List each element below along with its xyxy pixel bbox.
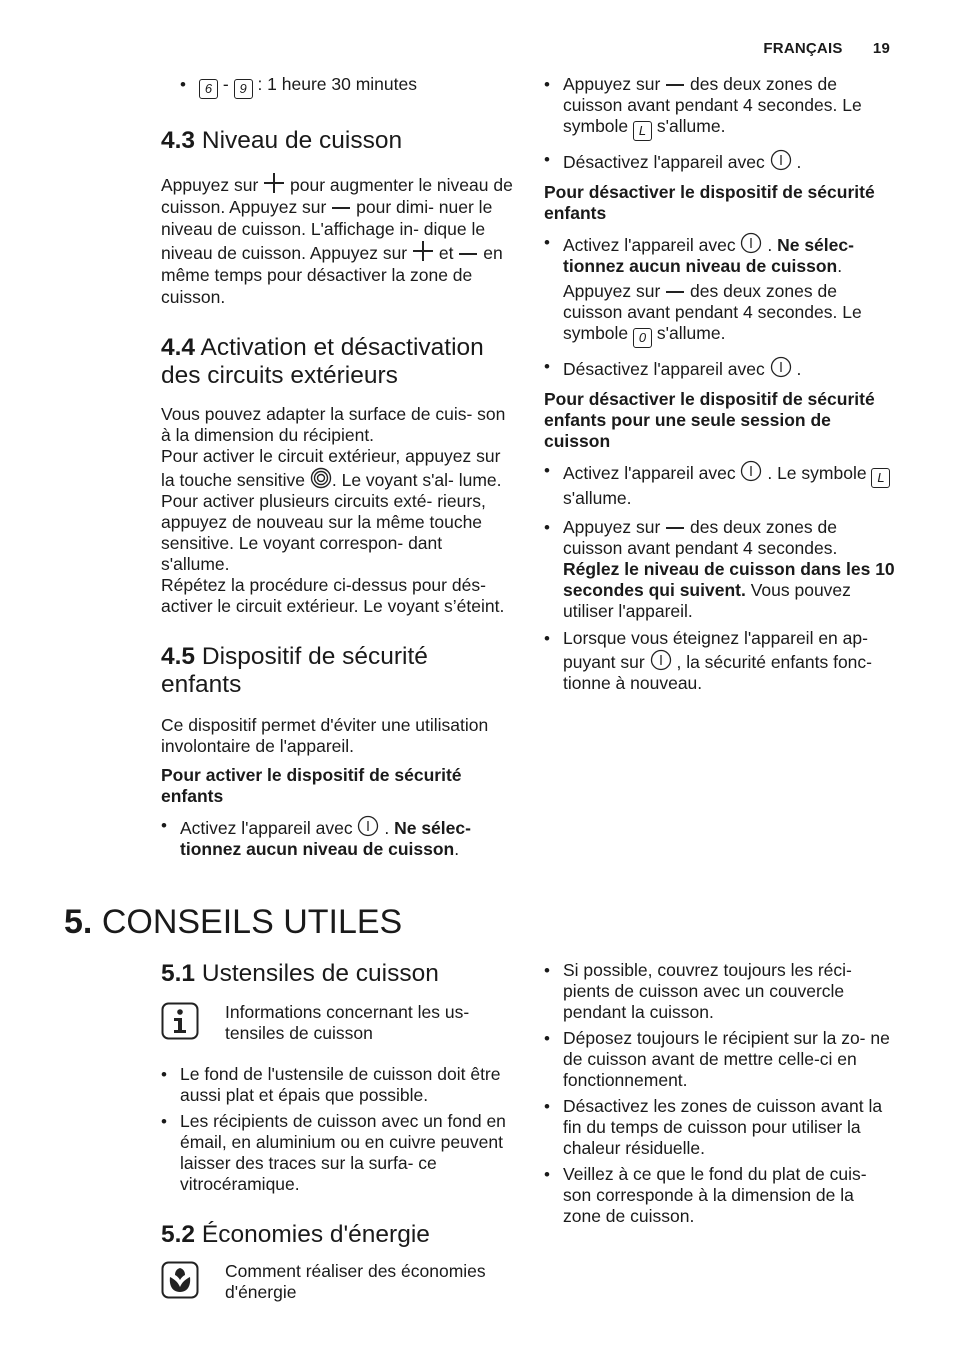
- right-column: [544, 74, 896, 694]
- minus-icon: [665, 524, 685, 536]
- bullet-list: [544, 960, 896, 1227]
- list-item: • Activez l'appareil avec . Le symbole L s'allume.: [544, 460, 896, 509]
- language-label: FRANÇAIS: [763, 40, 843, 57]
- section-heading-4-4: 4.4 Activation et désactivation des circuits extérieurs: [161, 334, 484, 389]
- left-column-ch5: [161, 960, 513, 1303]
- bullet-list: [161, 815, 513, 860]
- subheading: Pour désactiver le dispositif de sécurité enfants pour une seule session de cuisson: [544, 389, 875, 451]
- list-item: • Désactivez les zones de cuisson avant la fin du temps de cuisson pour utiliser la chaleur résiduelle.: [544, 1096, 896, 1159]
- key-9-icon: 9: [234, 79, 253, 99]
- page-number: 19: [872, 40, 890, 57]
- minus-icon: [665, 288, 685, 300]
- list-item: • Activez l'appareil avec . Ne sélec- tionnez aucun niveau de cuisson. Appuyez sur des deux zones de cuisson avant pendant 4 secondes. Le symbole 0 s'allume.: [544, 232, 896, 348]
- chapter-title: 5. CONSEILS UTILES: [64, 903, 403, 941]
- list-item: • Veillez à ce que le fond du plat de cuis- son corresponde à la dimension de la zone de cuisson.: [544, 1164, 896, 1227]
- info-icon: [161, 1002, 199, 1040]
- list-item: • Appuyez sur des deux zones de cuisson avant pendant 4 secondes. Le symbole L s'allume.: [544, 74, 896, 141]
- minus-icon: [331, 204, 351, 216]
- paragraph: Répétez la procédure ci-dessus pour dés- activer le circuit extérieur. Le voyant s’éteint.: [161, 575, 505, 616]
- key-l-icon: L: [871, 468, 890, 488]
- left-column: [161, 74, 513, 860]
- outer-circuit-icon: [310, 467, 332, 489]
- minus-icon: [665, 81, 685, 93]
- paragraph: Ce dispositif permet d'éviter une utilisation involontaire de l'appareil.: [161, 715, 489, 756]
- key-l-icon: L: [633, 121, 652, 141]
- minus-icon: [458, 250, 478, 262]
- bullet-list: [544, 460, 896, 694]
- list-item: • Si possible, couvrez toujours les réci- pients de cuisson avec un couvercle pendant la cuisson.: [544, 960, 896, 1023]
- power-icon: [650, 649, 672, 671]
- power-icon: [770, 149, 792, 171]
- section-heading-4-3: 4.3 Niveau de cuisson: [161, 127, 403, 154]
- list-item: • Activez l'appareil avec . Ne sélec- tionnez aucun niveau de cuisson.: [161, 815, 513, 860]
- section-heading-4-5: 4.5 Dispositif de sécurité enfants: [161, 643, 428, 698]
- key-0-icon: 0: [633, 328, 652, 348]
- power-icon: [770, 356, 792, 378]
- plus-icon: [412, 240, 434, 262]
- list-item: • Appuyez sur des deux zones de cuisson avant pendant 4 secondes. Réglez le niveau de cuisson dans les 10 secondes qui suivent. Vous pouvez utiliser l'appareil.: [544, 517, 896, 622]
- subheading: Pour désactiver le dispositif de sécurité enfants: [544, 182, 875, 223]
- bullet-list: [544, 232, 896, 380]
- list-item: • Désactivez l'appareil avec .: [544, 356, 896, 380]
- right-column-ch5: [544, 960, 896, 1227]
- section-heading-5-2: 5.2 Économies d'énergie: [161, 1221, 430, 1248]
- power-icon: [357, 815, 379, 837]
- page-header: [763, 38, 890, 59]
- bullet-list: [161, 1064, 513, 1195]
- bullet-list: [544, 74, 896, 173]
- eco-leaf-icon: [161, 1261, 199, 1299]
- list-item: • 6 - 9 : 1 heure 30 minutes: [180, 74, 513, 99]
- list-item: • Le fond de l'ustensile de cuisson doit être aussi plat et épais que possible.: [161, 1064, 513, 1106]
- section-heading-5-1: 5.1 Ustensiles de cuisson: [161, 960, 439, 987]
- subheading: Pour activer le dispositif de sécurité enfants: [161, 765, 462, 806]
- power-icon: [740, 460, 762, 482]
- plus-icon: [263, 172, 285, 194]
- paragraph: Pour activer le circuit extérieur, appuyez sur la touche sensitive . Le voyant s'al- lume. Pour activer plusieurs circuits exté- rieurs, appuyez de nouveau sur la même touche sensitive. Le voyant correspon- dant s'allume.: [161, 446, 502, 574]
- info-box: Comment réaliser des économies d'énergie: [161, 1261, 513, 1303]
- info-box: Informations concernant les us- tensiles de cuisson: [161, 1002, 513, 1044]
- paragraph: Vous pouvez adapter la surface de cuis- son à la dimension du récipient.: [161, 404, 506, 445]
- power-icon: [740, 232, 762, 254]
- top-list: [180, 74, 513, 99]
- paragraph: Appuyez sur pour augmenter le niveau de cuisson. Appuyez sur pour dimi- nuer le niveau de cuisson. L'affichage in- dique le niveau de cuisson. Appuyez sur et en même temps pour désactiver la zone de cuisson.: [161, 172, 513, 308]
- key-6-icon: 6: [199, 79, 218, 99]
- list-item: • Déposez toujours le récipient sur la zo- ne de cuisson avant de mettre celle-ci en fonctionnement.: [544, 1028, 896, 1091]
- list-item: • Les récipients de cuisson avec un fond en émail, en aluminium ou en cuivre peuvent laisser des traces sur la surfa- ce vitrocéramique.: [161, 1111, 513, 1195]
- list-item: • Lorsque vous éteignez l'appareil en ap- puyant sur , la sécurité enfants fonc- tionne à nouveau.: [544, 628, 896, 694]
- list-item: • Désactivez l'appareil avec .: [544, 149, 896, 173]
